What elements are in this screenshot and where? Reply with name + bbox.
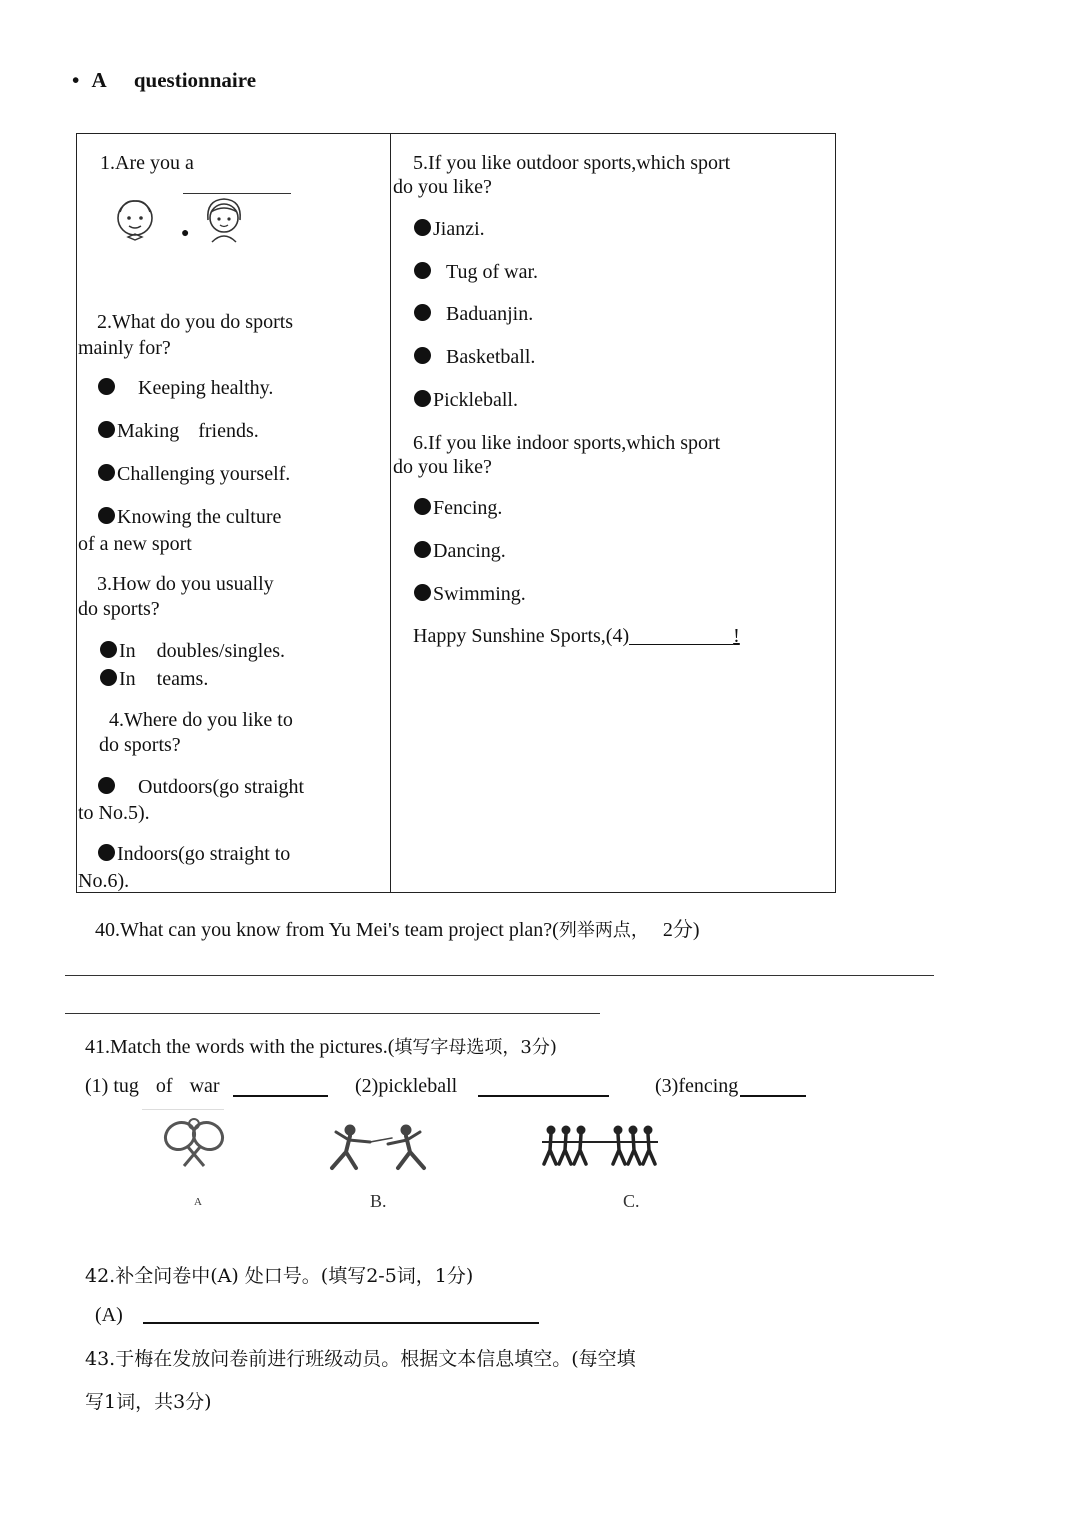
option-dot-icon [414,390,431,407]
q2-option-healthy: Keeping healthy. [98,377,273,400]
q2-option-culture: Knowing the culture [98,506,281,529]
option-dot-icon [414,541,431,558]
q3-option-teams: In teams. [100,668,208,691]
q41-item-pickleball: (2)pickleball [355,1075,458,1097]
q2-line2: mainly for? [78,337,171,359]
option-dot-icon [98,777,115,794]
q40-text: 40.What can you know from Yu Mei's team project plan?(列举两点， 2分) [95,919,700,941]
option-dot-icon [98,421,115,438]
option-dot-icon [414,584,431,601]
q6-option-swimming: Swimming. [414,583,526,606]
q5-line1: 5.If you like outdoor sports,which sport [413,152,731,174]
faint-line [142,1109,224,1110]
q42-text: 42.补全问卷中(A) 处口号。(填写2-5词，1分) [85,1265,474,1287]
option-dot-icon [414,219,431,236]
q2-option-friends: Making friends. [98,420,259,443]
caption-b: B. [370,1191,387,1211]
q42-label: (A) [95,1304,123,1326]
pickleball-paddles-icon [158,1116,230,1172]
q4-option-outdoors-cont: to No.5). [78,802,150,824]
tug-of-war-icon [542,1124,658,1168]
q1-option-dot: ● [181,226,190,241]
fencing-icon [322,1122,434,1172]
q41-blank-3[interactable] [740,1095,806,1097]
q2-line1: 2.What do you do sports [97,311,294,333]
q6-line1: 6.If you like indoor sports,which sport [413,432,721,454]
q6-line2: do you like? [393,456,492,478]
q41-blank-1[interactable] [233,1095,328,1097]
table-divider [390,133,391,893]
option-dot-icon [414,347,431,364]
q3-line2: do sports? [78,598,160,620]
q5-line2: do you like? [393,176,492,198]
q4-option-indoors-cont: No.6). [78,870,130,892]
option-dot-icon [98,464,115,481]
q3-line1: 3.How do you usually [97,573,274,595]
q6-option-dancing: Dancing. [414,540,506,563]
q4-option-outdoors: Outdoors(go straight [98,776,304,799]
option-dot-icon [100,641,117,658]
q40-answer-line-1[interactable] [65,975,934,976]
q43-line2: 写1词，共3分) [85,1391,212,1413]
q5-option-pickleball: Pickleball. [414,389,518,412]
q2-option-challenge: Challenging yourself. [98,463,290,486]
q5-option-jianzi: Jianzi. [414,218,485,241]
title-letter: A [91,68,107,92]
closing-line: Happy Sunshine Sports,(4) ! [413,625,740,647]
q1-text: 1.Are you a [100,152,194,174]
boy-icon [110,196,162,248]
title-word: questionnaire [133,68,257,92]
q3-option-doubles: In doubles/singles. [100,640,285,663]
blank-4[interactable] [629,626,733,645]
q41-item-tug: (1) tug of war [85,1075,220,1097]
caption-a: A [194,1196,202,1208]
q5-option-baduanjin: Baduanjin. [414,303,533,326]
option-dot-icon [414,262,431,279]
q4-line1: 4.Where do you like to [109,709,293,731]
q41-blank-2[interactable] [478,1095,609,1097]
option-dot-icon [98,507,115,524]
q42-answer-line[interactable] [143,1322,539,1324]
q5-option-basketball: Basketball. [414,346,535,369]
option-dot-icon [100,669,117,686]
q4-option-indoors: Indoors(go straight to [98,843,290,866]
q40-answer-line-2[interactable] [65,1013,600,1014]
title-bullet: • [72,68,80,92]
q41-text: 41.Match the words with the pictures.(填写字母选项，3分) [85,1036,557,1058]
q6-option-fencing: Fencing. [414,497,502,520]
q4-line2: do sports? [99,734,181,756]
q43-line1: 43.于梅在发放问卷前进行班级动员。根据文本信息填空。(每空填 [85,1348,636,1370]
q5-option-tug: Tug of war. [414,261,538,284]
section-title [72,68,256,93]
caption-c: C. [623,1191,640,1211]
girl-icon [200,194,248,248]
option-dot-icon [98,378,115,395]
q2-option-culture-cont: of a new sport [78,533,192,555]
q41-item-fencing: (3)fencing [655,1075,739,1097]
option-dot-icon [98,844,115,861]
option-dot-icon [414,498,431,515]
option-dot-icon [414,304,431,321]
